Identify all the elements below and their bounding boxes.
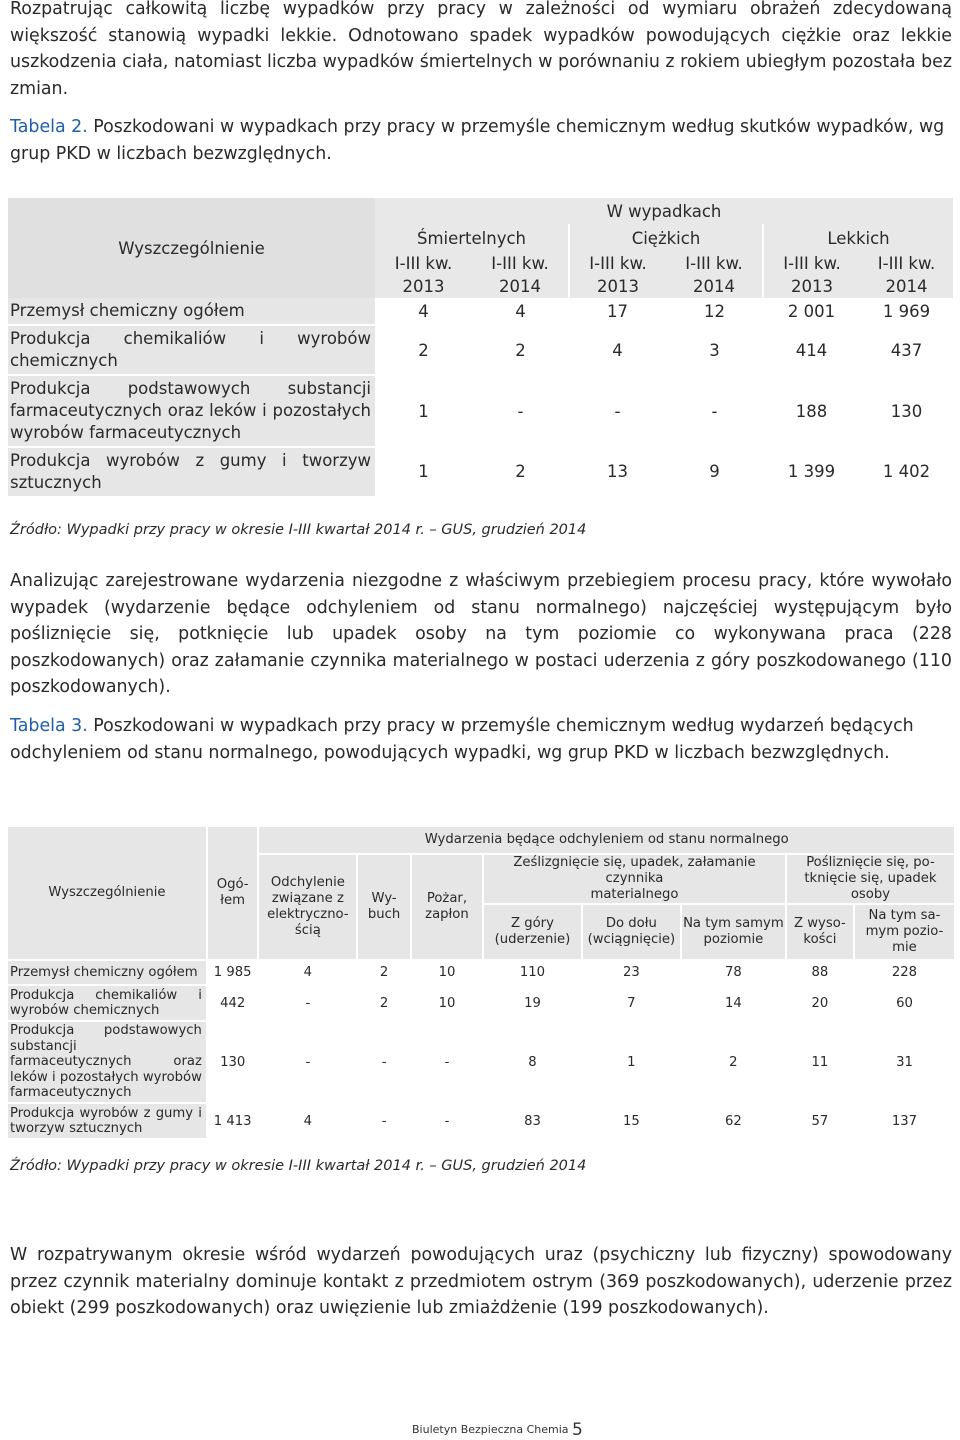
cell: 188	[795, 401, 828, 421]
cell: 414	[795, 340, 828, 360]
cell: 1	[582, 1021, 681, 1103]
cell: 1	[418, 401, 429, 421]
cell: 8	[483, 1021, 582, 1103]
cell: 2	[515, 462, 526, 481]
table3-col-electric: Odchylenie związane z elektryczno- ścią	[258, 854, 357, 960]
row-label: Przemysł chemiczny ogółem	[7, 960, 207, 985]
table-row	[7, 1021, 955, 1103]
cell: 4	[258, 1103, 357, 1139]
table-row	[8, 447, 953, 496]
table2	[8, 198, 953, 496]
cell: 1	[418, 462, 429, 481]
table-row	[8, 325, 953, 375]
cell: 137	[854, 1103, 955, 1139]
cell: 4	[612, 340, 623, 360]
cell: 437	[890, 340, 923, 360]
table-row	[7, 960, 955, 985]
table3-col-height: Z wyso- kości	[786, 904, 854, 960]
cell: -	[614, 401, 621, 421]
cell: 17	[607, 302, 628, 321]
table-row	[7, 985, 955, 1021]
table3-col-fire: Pożar, zapłon	[411, 854, 483, 960]
cell: 60	[854, 985, 955, 1021]
table3-source: Źródło: Wypadki przy pracy w okresie I-III kwartał 2014 r. – GUS, grudzień 2014	[10, 1158, 587, 1174]
table2-period: I-III kw. 2013	[569, 252, 666, 298]
cell: 130	[207, 1021, 259, 1103]
cell: 2	[418, 340, 429, 360]
cell: 11	[786, 1021, 854, 1103]
cell: -	[258, 1021, 357, 1103]
table-row	[7, 1103, 955, 1139]
cell: 2	[681, 1021, 786, 1103]
row-label: Produkcja chemikaliów i wyrobów chemicznych	[7, 985, 207, 1021]
cell: 2	[357, 960, 411, 985]
cell: 4	[258, 960, 357, 985]
cell: -	[357, 1103, 411, 1139]
publication-name: Biuletyn Bezpieczna Chemia	[412, 1423, 569, 1436]
table2-source: Źródło: Wypadki przy pracy w okresie I-III kwartał 2014 r. – GUS, grudzień 2014	[10, 522, 587, 538]
table2-period: I-III kw. 2014	[666, 252, 763, 298]
middle-paragraph: Analizując zarejestrowane wydarzenia niezgodne z właściwym przebiegiem procesu pracy, które wywołało wypadek (wydarzenie będące odchyleniem od stanu normalnego) najczęściej występującym było pośliznięcie się, potknięcie lub upadek osoby na tym poziomie co wykonywana praca (228 poszkodowanych) oraz załamanie czynnika materialnego w postaci uderzenia z góry poszkodowanego (110 poszkodowanych).	[10, 571, 952, 697]
cell: 12	[704, 302, 725, 321]
cell: 88	[786, 960, 854, 985]
table2-caption	[10, 114, 952, 167]
page-number: 5	[572, 1420, 583, 1440]
cell: -	[711, 401, 718, 421]
table2-period: I-III kw. 2014	[860, 252, 953, 298]
cell: 2	[357, 985, 411, 1021]
cell: 1 399	[787, 462, 836, 481]
row-label: Produkcja wyrobów z gumy i tworzyw sztucznych	[7, 1103, 207, 1139]
table2-category-fatal: Śmiertelnych	[375, 224, 569, 252]
cell: 62	[681, 1103, 786, 1139]
cell: 31	[854, 1021, 955, 1103]
table2-group-header: W wypadkach	[375, 198, 953, 224]
cell: 20	[786, 985, 854, 1021]
table-row	[8, 298, 953, 325]
cell: -	[258, 985, 357, 1021]
cell: 13	[607, 462, 628, 481]
table2-corner-header: Wyszczególnienie	[8, 198, 375, 298]
table3-caption	[10, 713, 952, 766]
page-footer	[412, 1420, 583, 1440]
table3-group-slide: Ześlizgnięcie się, upadek, załamanie czynnika materialnego	[483, 854, 786, 904]
table2-category-light: Lekkich	[763, 224, 953, 252]
table2-period: I-III kw. 2014	[472, 252, 569, 298]
row-label: Przemysł chemiczny ogółem	[8, 298, 375, 325]
cell: 7	[582, 985, 681, 1021]
cell: 1 985	[207, 960, 259, 985]
cell: 2	[515, 340, 526, 360]
cell: -	[357, 1021, 411, 1103]
row-label: Produkcja podstawowych substancji farmaceutycznych oraz leków i pozostałych wyrobów farmaceutycznych	[8, 375, 375, 447]
table3-col-explosion: Wy- buch	[357, 854, 411, 960]
cell: 57	[786, 1103, 854, 1139]
cell: 10	[411, 960, 483, 985]
cell: 19	[483, 985, 582, 1021]
row-label: Produkcja wyrobów z gumy i tworzyw sztucznych	[8, 447, 375, 496]
cell: 3	[709, 340, 720, 360]
intro-paragraph: Rozpatrując całkowitą liczbę wypadków przy pracy w zależności od wymiaru obrażeń zdecydowaną większość stanowią wypadki lekkie. Odnotowano spadek wypadków powodujących ciężkie oraz lekkie uszkodzenia ciała, natomiast liczba wypadków śmiertelnych w porównaniu z rokiem ubiegłym pozostała bez zmian.	[10, 0, 952, 99]
row-label: Produkcja chemikaliów i wyrobów chemicznych	[8, 325, 375, 375]
cell: 83	[483, 1103, 582, 1139]
table3-label: Tabela 3.	[10, 716, 88, 736]
table3-caption-text: Poszkodowani w wypadkach przy pracy w przemyśle chemicznym według wydarzeń będących odchyleniem od stanu normalnego, powodujących wypadki, wg grup PKD w liczbach bezwzględnych.	[10, 716, 914, 763]
table3-col-same-level-b: Na tym sa- mym pozio- mie	[854, 904, 955, 960]
table3-group-slip: Pośliznięcie się, po- tknięcie się, upadek osoby	[786, 854, 955, 904]
cell: -	[517, 401, 524, 421]
table2-label: Tabela 2.	[10, 117, 88, 137]
cell: 1 402	[882, 462, 931, 481]
cell: 23	[582, 960, 681, 985]
table3-col-from-above: Z góry (uderzenie)	[483, 904, 582, 960]
row-label: Produkcja podstawowych substancji farmaceutycznych oraz leków i pozostałych wyrobów farmaceutycznych	[7, 1021, 207, 1103]
cell: 1 969	[882, 302, 931, 321]
cell: -	[411, 1021, 483, 1103]
table3	[6, 825, 956, 1140]
cell: 1 413	[207, 1103, 259, 1139]
cell: -	[411, 1103, 483, 1139]
table3-col-down: Do dołu (wciągnięcie)	[582, 904, 681, 960]
cell: 4	[515, 302, 526, 321]
table3-corner-header: Wyszczególnienie	[7, 826, 207, 960]
cell: 78	[681, 960, 786, 985]
final-paragraph: W rozpatrywanym okresie wśród wydarzeń powodujących uraz (psychiczny lub fizyczny) spowodowany przez czynnik materialny dominuje kontakt z przedmiotem ostrym (369 poszkodowanych), uderzenie przez obiekt (299 poszkodowanych) oraz uwięzienie lub zmiażdżenie (199 poszkodowanych).	[10, 1245, 952, 1318]
cell: 228	[854, 960, 955, 985]
table2-period: I-III kw. 2013	[763, 252, 860, 298]
table2-category-serious: Ciężkich	[569, 224, 763, 252]
cell: 4	[418, 302, 429, 321]
cell: 10	[411, 985, 483, 1021]
table3-group-header: Wydarzenia będące odchyleniem od stanu normalnego	[258, 826, 955, 854]
cell: 110	[483, 960, 582, 985]
table3-total-header: Ogó- łem	[207, 826, 259, 960]
table-row	[8, 375, 953, 447]
cell: 442	[207, 985, 259, 1021]
cell: 130	[890, 401, 923, 421]
cell: 15	[582, 1103, 681, 1139]
table2-caption-text: Poszkodowani w wypadkach przy pracy w przemyśle chemicznym według skutków wypadków, wg grup PKD w liczbach bezwzględnych.	[10, 117, 945, 164]
table3-col-same-level-a: Na tym samym poziomie	[681, 904, 786, 960]
cell: 14	[681, 985, 786, 1021]
cell: 9	[709, 462, 720, 481]
table2-period: I-III kw. 2013	[375, 252, 472, 298]
cell: 2 001	[787, 302, 836, 321]
